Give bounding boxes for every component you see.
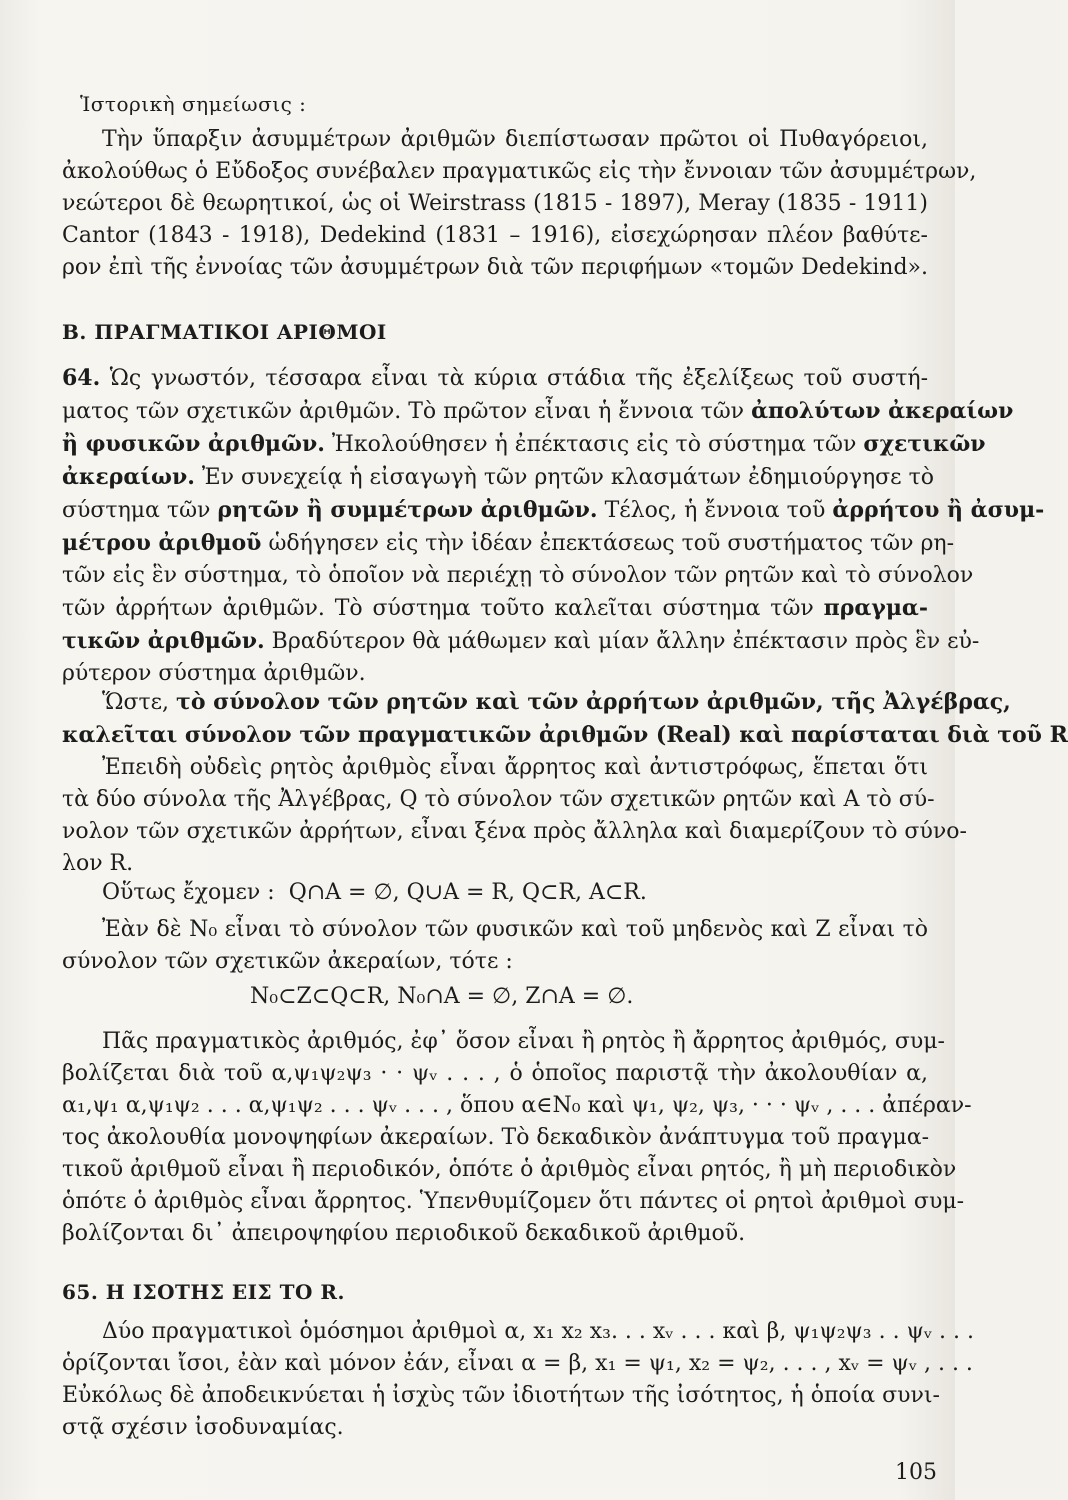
bold-term: ἢ φυσικῶν ἀριθμῶν. — [62, 431, 325, 457]
bold-term: ἀπολύτων ἀκεραίων — [751, 398, 1014, 424]
historical-note — [62, 92, 928, 116]
text-span: Οὕτως ἔχομεν : — [102, 880, 275, 905]
section-65-title: 65. Η ΙΣΟΤΗΣ ΕΙΣ ΤΟ R. — [62, 1280, 345, 1304]
bold-term: καλεῖται σύνολον τῶν πραγματικῶν ἀριθμῶν (Real) καὶ παρίσταται διὰ τοῦ R — [62, 722, 1068, 748]
formula: N₀⊂Z⊂Q⊂R, N₀∩A = ∅, Z∩A = ∅. — [250, 984, 634, 1009]
text-span: τῶν ἀρρήτων ἀριθμῶν. Τὸ σύστημα τοῦτο καλεῖται σύστημα τῶν — [62, 596, 814, 621]
text-line: βολίζονται δι᾽ ἀπειροψηφίου περιοδικοῦ δεκαδικοῦ ἀριθμοῦ. — [62, 1221, 746, 1246]
text-line: ὁρίζονται ἴσοι, ἐὰν καὶ μόνον ἐάν, εἶναι α = β, x₁ = ψ₁, x₂ = ψ₂, . . . , xᵥ = ψᵥ , . . . — [62, 1351, 973, 1376]
decimal-representation — [62, 1026, 972, 1250]
text-line: τικοῦ ἀριθμοῦ εἶναι ἢ περιοδικόν, ὁπότε ὁ ἀριθμὸς εἶναι ρητός, ἢ μὴ περιοδικὸν — [62, 1157, 957, 1182]
note-line: Cantor (1843 - 1918), Dedekind (1831 – 1916), εἰσεχώρησαν πλέον βαθύτε- — [62, 223, 928, 248]
note-title: Ἱστορικὴ σημείωσις : — [80, 92, 307, 116]
set-relations — [62, 880, 928, 905]
paragraph-65 — [62, 1316, 974, 1444]
note-line: νεώτεροι δὲ θεωρητικοί, ὡς οἱ Weirstrass (1815 - 1897), Meray (1835 - 1911) — [62, 191, 928, 216]
text-span: Τέλος, ἡ ἔννοια τοῦ — [604, 498, 826, 523]
note-line: ἀκολούθως ὁ Εὔδοξος συνέβαλεν πραγματικῶς εἰς τὴν ἔννοιαν τῶν ἀσυμμέτρων, — [62, 159, 977, 184]
paragraph-number: 64. — [62, 365, 101, 391]
text-line: Ἐὰν δὲ N₀ εἶναι τὸ σύνολον τῶν φυσικῶν καὶ τοῦ μηδενὸς καὶ Z εἶναι τὸ — [102, 917, 928, 942]
text-span: Βραδύτερον θὰ μάθωμεν καὶ μίαν ἄλλην ἐπέκτασιν πρὸς ἓν εὐ- — [271, 629, 980, 654]
text-line: Ἐπειδὴ οὐδεὶς ρητὸς ἀριθμὸς εἶναι ἄρρητος καὶ ἀντιστρόφως, ἕπεται ὅτι — [102, 755, 928, 780]
definition-real-numbers — [62, 686, 1068, 880]
paragraph-64 — [62, 362, 1045, 690]
text-line: ὁπότε ὁ ἀριθμὸς εἶναι ἄρρητος. Ὑπενθυμίζομεν ὅτι πάντες οἱ ρητοὶ ἀριθμοὶ συμ- — [62, 1189, 965, 1214]
paragraph-65-heading — [62, 1280, 928, 1304]
text-line: Πᾶς πραγματικὸς ἀριθμός, ἐφ᾽ ὅσον εἶναι ἢ ρητὸς ἢ ἄρρητος ἀριθμός, συμ- — [102, 1029, 945, 1054]
text-span: ὡδήγησεν εἰς τὴν ἰδέαν ἐπεκτάσεως τοῦ συστήματος τῶν ρη- — [268, 531, 955, 556]
text-span: Ἠκολούθησεν ἡ ἐπέκτασις εἰς τὸ σύστημα τῶν — [331, 432, 857, 457]
bold-term: πραγμα- — [823, 595, 928, 621]
text-line: στᾷ σχέσιν ἰσοδυναμίας. — [62, 1415, 344, 1440]
bold-term: τὸ σύνολον τῶν ρητῶν καὶ τῶν ἀρρήτων ἀριθμῶν, τῆς Ἀλγέβρας, — [176, 689, 1011, 715]
page-number: 105 — [895, 1460, 937, 1485]
bold-term: ἀκεραίων. — [62, 464, 195, 490]
text-span: σύστημα τῶν — [62, 498, 211, 523]
text-line: βολίζεται διὰ τοῦ α,ψ₁ψ₂ψ₃ · · ψᵥ . . . , ὁ ὁποῖος παριστᾷ τὴν ἀκολουθίαν α, — [62, 1061, 928, 1086]
text-line: Εὐκόλως δὲ ἀποδεικνύεται ἡ ἰσχὺς τῶν ἰδιοτήτων τῆς ἰσότητος, ἡ ὁποία συνι- — [62, 1383, 940, 1408]
text-span: Ὥστε, — [102, 690, 170, 715]
bold-term: ρητῶν ἢ συμμέτρων ἀριθμῶν. — [217, 497, 598, 523]
text-span: Ὡς γνωστόν, τέσσαρα εἶναι τὰ κύρια στάδια τῆς ἐξελίξεως τοῦ συστή- — [109, 366, 929, 391]
text-span: Ἐν συνεχείᾳ ἡ εἰσαγωγὴ τῶν ρητῶν κλασμάτων ἐδημιούργησε τὸ — [201, 465, 934, 490]
note-line: ρον ἐπὶ τῆς ἐννοίας τῶν ἀσυμμέτρων διὰ τῶν περιφήμων «τομῶν Dedekind». — [62, 255, 928, 280]
section-b-title: Β. ΠΡΑΓΜΑΤΙΚΟΙ ΑΡΙΘΜΟΙ — [62, 320, 387, 344]
section-heading — [62, 320, 928, 344]
text-line: νολον τῶν σχετικῶν ἀρρήτων, εἶναι ξένα πρὸς ἄλληλα καὶ διαμερίζουν τὸ σύνο- — [62, 819, 967, 844]
bold-term: μέτρου ἀριθμοῦ — [62, 530, 262, 556]
naturals-integers — [62, 914, 928, 978]
note-body — [62, 124, 977, 284]
note-line: Τὴν ὕπαρξιν ἀσυμμέτρων ἀριθμῶν διεπίστωσαν πρῶτοι οἱ Πυθαγόρειοι, — [102, 127, 928, 152]
formula: Q∩A = ∅, Q∪A = R, Q⊂R, A⊂R. — [288, 880, 647, 905]
text-line: ρύτερον σύστημα ἀριθμῶν. — [62, 661, 366, 686]
text-span: ματος τῶν σχετικῶν ἀριθμῶν. Τὸ πρῶτον εἶναι ἡ ἔννοια τῶν — [62, 399, 745, 424]
text-line: Δύο πραγματικοὶ ὁμόσημοι ἀριθμοὶ α, x₁ x₂ x₃. . . xᵥ . . . καὶ β, ψ₁ψ₂ψ₃ . . ψᵥ . . . — [102, 1319, 974, 1344]
bold-term: σχετικῶν — [863, 431, 986, 457]
text-line: τὰ δύο σύνολα τῆς Ἀλγέβρας, Q τὸ σύνολον τῶν σχετικῶν ρητῶν καὶ A τὸ σύ- — [62, 787, 935, 812]
text-line: λον R. — [62, 851, 134, 876]
text-line: α₁,ψ₁ α,ψ₁ψ₂ . . . α,ψ₁ψ₂ . . . ψᵥ . . . , ὅπου α∈N₀ καὶ ψ₁, ψ₂, ψ₃, · · · ψᵥ , . . . ἀπέραν- — [62, 1093, 972, 1118]
bold-term: ἀρρήτου ἢ ἀσυμ- — [832, 497, 1045, 523]
bold-term: τικῶν ἀριθμῶν. — [62, 628, 265, 654]
inclusions-formula — [62, 984, 928, 1009]
text-line: σύνολον τῶν σχετικῶν ἀκεραίων, τότε : — [62, 949, 513, 974]
text-line: τος ἀκολουθία μονοψηφίων ἀκεραίων. Τὸ δεκαδικὸν ἀνάπτυγμα τοῦ πραγμα- — [62, 1125, 930, 1150]
text-line: τῶν εἰς ἓν σύστημα, τὸ ὁποῖον νὰ περιέχῃ τὸ σύνολον τῶν ρητῶν καὶ τὸ σύνολον — [62, 563, 974, 588]
